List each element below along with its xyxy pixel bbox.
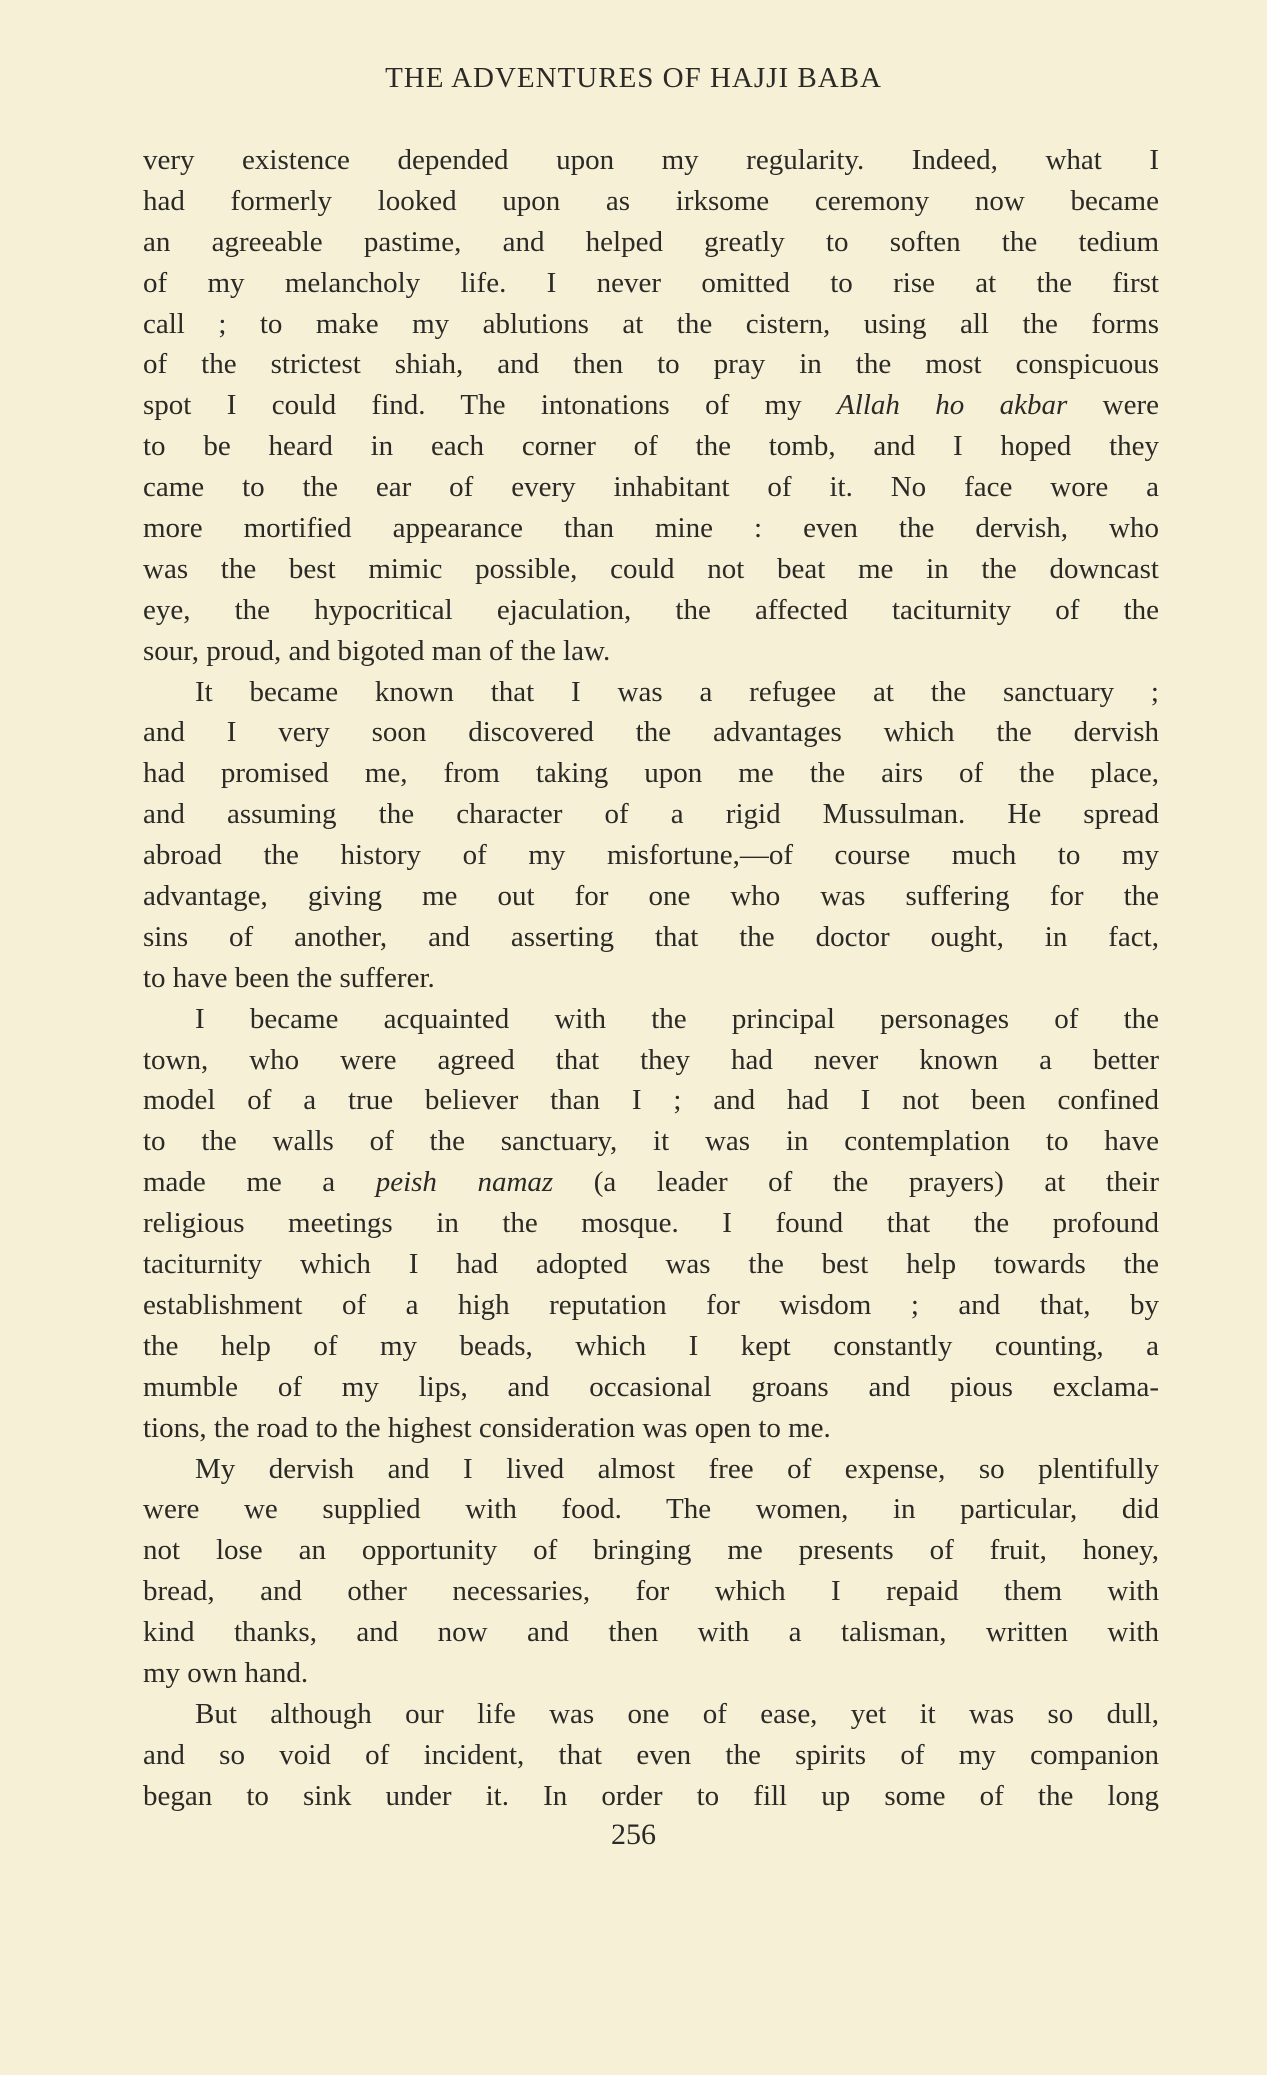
line-text: spot I could find. The intonations of my [143,389,838,422]
italic-phrase: peish namaz [375,1166,554,1199]
text-line [143,426,1159,467]
line-text: My dervish and I lived almost free of expense, so plentifully [195,1452,1159,1485]
line-text: eye, the hypocritical ejaculation, the affected taciturnity of the [143,593,1159,626]
line-text: bread, and other necessaries, for which I repaid them with [143,1575,1159,1608]
text-line [143,917,1159,958]
text-line [143,794,1159,835]
line-text: began to sink under it. In order to fill up some of the long [143,1779,1159,1812]
text-line [143,590,1159,631]
text-line [143,1367,1159,1408]
line-text: kind thanks, and now and then with a talisman, written with [143,1616,1159,1649]
text-line [143,181,1159,222]
text-line [143,385,1159,426]
text-line [143,1326,1159,1367]
text-line [143,999,1159,1040]
line-text: were [1067,389,1159,422]
line-text: and so void of incident, that even the spirits of my companion [143,1738,1159,1771]
line-text: establishment of a high reputation for wisdom ; and that, by [143,1288,1159,1321]
text-line [143,263,1159,304]
page-number: 256 [611,1818,656,1851]
italic-phrase: Allah ho akbar [837,389,1068,422]
text-line [143,304,1159,345]
line-text: my own hand. [143,1656,309,1689]
line-text: religious meetings in the mosque. I found that the profound [143,1207,1159,1240]
line-text: (a leader of the prayers) at their [553,1166,1159,1199]
text-line [143,1776,1159,1817]
line-text: not lose an opportunity of bringing me presents of fruit, honey, [143,1534,1159,1567]
text-line [143,1612,1159,1653]
line-text: to have been the sufferer. [143,961,435,994]
text-line [143,1121,1159,1162]
line-text: to be heard in each corner of the tomb, and I hoped they [143,430,1159,463]
text-line [143,1694,1159,1735]
text-line [143,1040,1159,1081]
body-text [143,140,1159,1817]
line-text: was the best mimic possible, could not beat me in the downcast [143,552,1159,585]
text-line [143,344,1159,385]
text-line [143,1653,1159,1694]
line-text: It became known that I was a refugee at the sanctuary ; [195,675,1159,708]
line-text: and I very soon discovered the advantages which the dervish [143,716,1159,749]
text-line [143,631,1159,672]
text-line [143,712,1159,753]
line-text: had formerly looked upon as irksome ceremony now became [143,184,1159,217]
text-line [143,1735,1159,1776]
text-line [143,1489,1159,1530]
text-line [143,1162,1159,1203]
text-line [143,1203,1159,1244]
line-text: mumble of my lips, and occasional groans and pious exclama- [143,1370,1159,1403]
line-text: model of a true believer than I ; and had I not been confined [143,1084,1159,1117]
text-line [143,508,1159,549]
text-line [143,1244,1159,1285]
line-text: an agreeable pastime, and helped greatly to soften the tedium [143,225,1159,258]
line-text: and assuming the character of a rigid Mussulman. He spread [143,798,1159,831]
line-text: advantage, giving me out for one who was suffering for the [143,880,1159,913]
line-text: call ; to make my ablutions at the cistern, using all the forms [143,307,1159,340]
text-line [143,222,1159,263]
line-text: I became acquainted with the principal personages of the [195,1002,1159,1035]
line-text: came to the ear of every inhabitant of it. No face wore a [143,471,1159,504]
line-text: taciturnity which I had adopted was the best help towards the [143,1248,1159,1281]
text-line [143,876,1159,917]
text-line [143,140,1159,181]
text-line [143,835,1159,876]
line-text: were we supplied with food. The women, in particular, did [143,1493,1159,1526]
line-text: sour, proud, and bigoted man of the law. [143,634,611,667]
text-line [143,672,1159,713]
line-text: more mortified appearance than mine : even the dervish, who [143,512,1159,545]
text-line [143,1408,1159,1449]
line-text: abroad the history of my misfortune,—of course much to my [143,839,1159,872]
text-line [143,1530,1159,1571]
text-line [143,958,1159,999]
text-line [143,1285,1159,1326]
text-line [143,1080,1159,1121]
running-head: THE ADVENTURES OF HAJJI BABA [385,62,882,94]
line-text: made me a [143,1166,376,1199]
line-text: But although our life was one of ease, yet it was so dull, [195,1697,1159,1730]
text-line [143,1571,1159,1612]
text-line [143,549,1159,590]
line-text: to the walls of the sanctuary, it was in contemplation to have [143,1125,1159,1158]
line-text: very existence depended upon my regularity. Indeed, what I [143,144,1159,176]
line-text: sins of another, and asserting that the doctor ought, in fact, [143,920,1159,953]
text-line [143,753,1159,794]
text-line [143,467,1159,508]
line-text: tions, the road to the highest consideration was open to me. [143,1411,831,1444]
text-line [143,1449,1159,1490]
line-text: town, who were agreed that they had never known a better [143,1043,1159,1076]
line-text: the help of my beads, which I kept constantly counting, a [143,1329,1159,1362]
line-text: had promised me, from taking upon me the airs of the place, [143,757,1159,790]
line-text: of the strictest shiah, and then to pray in the most conspicuous [143,348,1159,381]
line-text: of my melancholy life. I never omitted to rise at the first [143,266,1159,299]
